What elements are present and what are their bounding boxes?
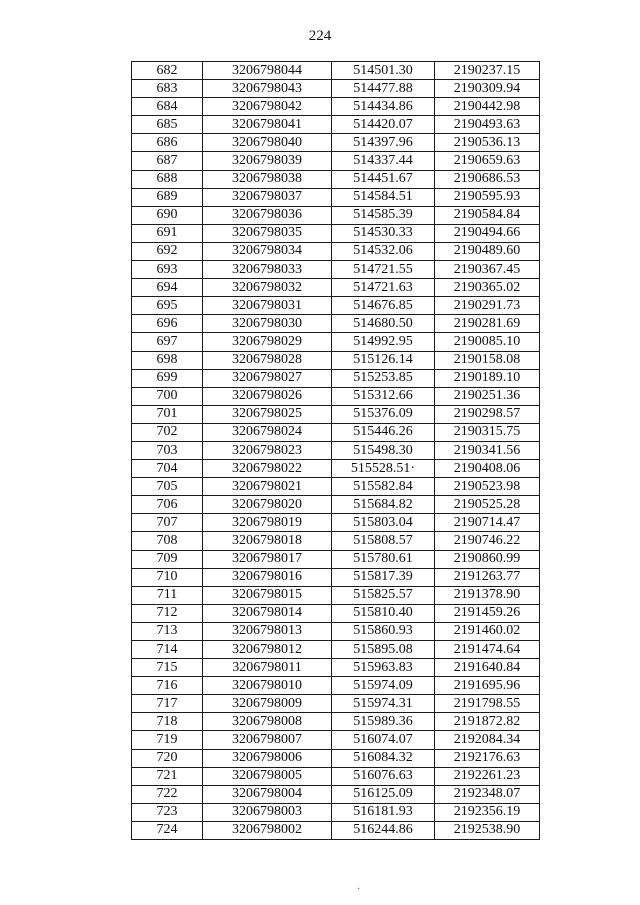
- row-number-cell: 716: [132, 677, 203, 695]
- row-number-cell: 693: [132, 261, 203, 279]
- row-number-cell: 699: [132, 369, 203, 387]
- x-coordinate-cell: 515376.09: [332, 405, 435, 423]
- table-row: [132, 116, 540, 134]
- cadastral-id-cell: 3206798042: [203, 98, 332, 116]
- y-coordinate-cell: 2190489.60: [435, 242, 540, 260]
- x-coordinate-cell: 515312.66: [332, 387, 435, 405]
- cadastral-id-cell: 3206798002: [203, 821, 332, 839]
- table-row: [132, 785, 540, 803]
- cadastral-id-cell: 3206798035: [203, 224, 332, 242]
- x-coordinate-cell: 516181.93: [332, 803, 435, 821]
- cadastral-id-cell: 3206798026: [203, 387, 332, 405]
- table-row: [132, 695, 540, 713]
- table-row: [132, 80, 540, 98]
- cadastral-id-cell: 3206798012: [203, 641, 332, 659]
- row-number-cell: 686: [132, 134, 203, 152]
- x-coordinate-cell: 515780.61: [332, 550, 435, 568]
- coordinates-table: [131, 61, 540, 840]
- cadastral-id-cell: 3206798006: [203, 749, 332, 767]
- x-coordinate-cell: 515582.84: [332, 478, 435, 496]
- row-number-cell: 706: [132, 496, 203, 514]
- y-coordinate-cell: 2190584.84: [435, 206, 540, 224]
- table-row: [132, 405, 540, 423]
- y-coordinate-cell: 2190281.69: [435, 315, 540, 333]
- row-number-cell: 711: [132, 586, 203, 604]
- table-row: [132, 315, 540, 333]
- y-coordinate-cell: 2192348.07: [435, 785, 540, 803]
- y-coordinate-cell: 2190595.93: [435, 188, 540, 206]
- cadastral-id-cell: 3206798022: [203, 460, 332, 478]
- cadastral-id-cell: 3206798044: [203, 62, 332, 80]
- y-coordinate-cell: 2190536.13: [435, 134, 540, 152]
- cadastral-id-cell: 3206798016: [203, 568, 332, 586]
- table-row: [132, 333, 540, 351]
- y-coordinate-cell: 2192538.90: [435, 821, 540, 839]
- cadastral-id-cell: 3206798025: [203, 405, 332, 423]
- table-row: [132, 460, 540, 478]
- row-number-cell: 690: [132, 206, 203, 224]
- x-coordinate-cell: 514721.63: [332, 279, 435, 297]
- x-coordinate-cell: 514585.39: [332, 206, 435, 224]
- table-row: [132, 224, 540, 242]
- row-number-cell: 694: [132, 279, 203, 297]
- x-coordinate-cell: 515684.82: [332, 496, 435, 514]
- x-coordinate-cell: 515126.14: [332, 351, 435, 369]
- y-coordinate-cell: 2192176.63: [435, 749, 540, 767]
- row-number-cell: 708: [132, 532, 203, 550]
- table-row: [132, 98, 540, 116]
- y-coordinate-cell: 2190714.47: [435, 514, 540, 532]
- table-row: [132, 478, 540, 496]
- y-coordinate-cell: 2190365.02: [435, 279, 540, 297]
- x-coordinate-cell: 514721.55: [332, 261, 435, 279]
- row-number-cell: 721: [132, 767, 203, 785]
- y-coordinate-cell: 2191695.96: [435, 677, 540, 695]
- row-number-cell: 691: [132, 224, 203, 242]
- x-coordinate-cell: 516076.63: [332, 767, 435, 785]
- row-number-cell: 714: [132, 641, 203, 659]
- table-row: [132, 604, 540, 622]
- table-row: [132, 803, 540, 821]
- table-row: [132, 550, 540, 568]
- table-row: [132, 387, 540, 405]
- table-row: [132, 423, 540, 441]
- x-coordinate-cell: 515817.39: [332, 568, 435, 586]
- cadastral-id-cell: 3206798009: [203, 695, 332, 713]
- cadastral-id-cell: 3206798038: [203, 170, 332, 188]
- row-number-cell: 692: [132, 242, 203, 260]
- table-row: [132, 134, 540, 152]
- table-row: [132, 767, 540, 785]
- x-coordinate-cell: 515446.26: [332, 423, 435, 441]
- table-row: [132, 514, 540, 532]
- cadastral-id-cell: 3206798039: [203, 152, 332, 170]
- cadastral-id-cell: 3206798023: [203, 441, 332, 459]
- y-coordinate-cell: 2192084.34: [435, 731, 540, 749]
- y-coordinate-cell: 2191872.82: [435, 713, 540, 731]
- y-coordinate-cell: 2191378.90: [435, 586, 540, 604]
- cadastral-id-cell: 3206798041: [203, 116, 332, 134]
- row-number-cell: 724: [132, 821, 203, 839]
- x-coordinate-cell: 514530.33: [332, 224, 435, 242]
- row-number-cell: 701: [132, 405, 203, 423]
- cadastral-id-cell: 3206798003: [203, 803, 332, 821]
- x-coordinate-cell: 515808.57: [332, 532, 435, 550]
- y-coordinate-cell: 2192261.23: [435, 767, 540, 785]
- row-number-cell: 720: [132, 749, 203, 767]
- y-coordinate-cell: 2190746.22: [435, 532, 540, 550]
- row-number-cell: 722: [132, 785, 203, 803]
- cadastral-id-cell: 3206798033: [203, 261, 332, 279]
- row-number-cell: 696: [132, 315, 203, 333]
- table-row: [132, 170, 540, 188]
- footer-mark: ·: [357, 884, 361, 895]
- cadastral-id-cell: 3206798037: [203, 188, 332, 206]
- cadastral-id-cell: 3206798018: [203, 532, 332, 550]
- y-coordinate-cell: 2191798.55: [435, 695, 540, 713]
- cadastral-id-cell: 3206798031: [203, 297, 332, 315]
- table-row: [132, 188, 540, 206]
- x-coordinate-cell: 515989.36: [332, 713, 435, 731]
- x-coordinate-cell: 516125.09: [332, 785, 435, 803]
- row-number-cell: 698: [132, 351, 203, 369]
- cadastral-id-cell: 3206798010: [203, 677, 332, 695]
- cadastral-id-cell: 3206798029: [203, 333, 332, 351]
- row-number-cell: 719: [132, 731, 203, 749]
- y-coordinate-cell: 2190525.28: [435, 496, 540, 514]
- x-coordinate-cell: 514397.96: [332, 134, 435, 152]
- y-coordinate-cell: 2190309.94: [435, 80, 540, 98]
- x-coordinate-cell: 515253.85: [332, 369, 435, 387]
- y-coordinate-cell: 2190189.10: [435, 369, 540, 387]
- x-coordinate-cell: 515860.93: [332, 622, 435, 640]
- x-coordinate-cell: 514337.44: [332, 152, 435, 170]
- y-coordinate-cell: 2191474.64: [435, 641, 540, 659]
- table-row: [132, 749, 540, 767]
- y-coordinate-cell: 2190298.57: [435, 405, 540, 423]
- x-coordinate-cell: 515498.30: [332, 441, 435, 459]
- table-row: [132, 261, 540, 279]
- row-number-cell: 709: [132, 550, 203, 568]
- row-number-cell: 685: [132, 116, 203, 134]
- x-coordinate-cell: 514992.95: [332, 333, 435, 351]
- y-coordinate-cell: 2190291.73: [435, 297, 540, 315]
- x-coordinate-cell: 515963.83: [332, 659, 435, 677]
- cadastral-id-cell: 3206798014: [203, 604, 332, 622]
- row-number-cell: 702: [132, 423, 203, 441]
- table-row: [132, 641, 540, 659]
- table-row: [132, 496, 540, 514]
- row-number-cell: 703: [132, 441, 203, 459]
- row-number-cell: 710: [132, 568, 203, 586]
- page-number: 224: [308, 28, 332, 44]
- y-coordinate-cell: 2190367.45: [435, 261, 540, 279]
- cadastral-id-cell: 3206798027: [203, 369, 332, 387]
- x-coordinate-cell: 514584.51: [332, 188, 435, 206]
- x-coordinate-cell: 514434.86: [332, 98, 435, 116]
- table-row: [132, 441, 540, 459]
- y-coordinate-cell: 2190085.10: [435, 333, 540, 351]
- x-coordinate-cell: 514680.50: [332, 315, 435, 333]
- x-coordinate-cell: 515825.57: [332, 586, 435, 604]
- cadastral-id-cell: 3206798036: [203, 206, 332, 224]
- table-row: [132, 242, 540, 260]
- table-row: [132, 369, 540, 387]
- table-row: [132, 152, 540, 170]
- y-coordinate-cell: 2190493.63: [435, 116, 540, 134]
- x-coordinate-cell: 514501.30: [332, 62, 435, 80]
- x-coordinate-cell: 514420.07: [332, 116, 435, 134]
- table-row: [132, 351, 540, 369]
- cadastral-id-cell: 3206798007: [203, 731, 332, 749]
- cadastral-id-cell: 3206798024: [203, 423, 332, 441]
- x-coordinate-cell: 514451.67: [332, 170, 435, 188]
- table-row: [132, 568, 540, 586]
- cadastral-id-cell: 3206798008: [203, 713, 332, 731]
- cadastral-id-cell: 3206798004: [203, 785, 332, 803]
- y-coordinate-cell: 2190251.36: [435, 387, 540, 405]
- y-coordinate-cell: 2191263.77: [435, 568, 540, 586]
- row-number-cell: 723: [132, 803, 203, 821]
- x-coordinate-cell: 515974.31: [332, 695, 435, 713]
- table-row: [132, 821, 540, 839]
- row-number-cell: 684: [132, 98, 203, 116]
- cadastral-id-cell: 3206798011: [203, 659, 332, 677]
- table-row: [132, 731, 540, 749]
- cadastral-id-cell: 3206798043: [203, 80, 332, 98]
- y-coordinate-cell: 2192356.19: [435, 803, 540, 821]
- cadastral-id-cell: 3206798013: [203, 622, 332, 640]
- cadastral-id-cell: 3206798015: [203, 586, 332, 604]
- y-coordinate-cell: 2190860.99: [435, 550, 540, 568]
- table-row: [132, 62, 540, 80]
- y-coordinate-cell: 2191640.84: [435, 659, 540, 677]
- y-coordinate-cell: 2190315.75: [435, 423, 540, 441]
- y-coordinate-cell: 2190237.15: [435, 62, 540, 80]
- cadastral-id-cell: 3206798030: [203, 315, 332, 333]
- row-number-cell: 689: [132, 188, 203, 206]
- coordinates-table-body: [132, 62, 540, 840]
- table-row: [132, 297, 540, 315]
- row-number-cell: 717: [132, 695, 203, 713]
- row-number-cell: 700: [132, 387, 203, 405]
- table-row: [132, 206, 540, 224]
- cadastral-id-cell: 3206798034: [203, 242, 332, 260]
- row-number-cell: 718: [132, 713, 203, 731]
- x-coordinate-cell: 516244.86: [332, 821, 435, 839]
- cadastral-id-cell: 3206798021: [203, 478, 332, 496]
- table-row: [132, 677, 540, 695]
- y-coordinate-cell: 2191460.02: [435, 622, 540, 640]
- table-row: [132, 622, 540, 640]
- row-number-cell: 687: [132, 152, 203, 170]
- row-number-cell: 682: [132, 62, 203, 80]
- table-row: [132, 713, 540, 731]
- row-number-cell: 695: [132, 297, 203, 315]
- row-number-cell: 713: [132, 622, 203, 640]
- row-number-cell: 707: [132, 514, 203, 532]
- y-coordinate-cell: 2190408.06: [435, 460, 540, 478]
- cadastral-id-cell: 3206798017: [203, 550, 332, 568]
- y-coordinate-cell: 2190494.66: [435, 224, 540, 242]
- cadastral-id-cell: 3206798005: [203, 767, 332, 785]
- cadastral-id-cell: 3206798020: [203, 496, 332, 514]
- y-coordinate-cell: 2190686.53: [435, 170, 540, 188]
- x-coordinate-cell: 514676.85: [332, 297, 435, 315]
- cadastral-id-cell: 3206798040: [203, 134, 332, 152]
- y-coordinate-cell: 2190341.56: [435, 441, 540, 459]
- row-number-cell: 704: [132, 460, 203, 478]
- row-number-cell: 705: [132, 478, 203, 496]
- table-row: [132, 659, 540, 677]
- y-coordinate-cell: 2190442.98: [435, 98, 540, 116]
- row-number-cell: 683: [132, 80, 203, 98]
- row-number-cell: 697: [132, 333, 203, 351]
- y-coordinate-cell: 2191459.26: [435, 604, 540, 622]
- y-coordinate-cell: 2190659.63: [435, 152, 540, 170]
- y-coordinate-cell: 2190158.08: [435, 351, 540, 369]
- x-coordinate-cell: 515895.08: [332, 641, 435, 659]
- x-coordinate-cell: 515803.04: [332, 514, 435, 532]
- row-number-cell: 688: [132, 170, 203, 188]
- x-coordinate-cell: 514532.06: [332, 242, 435, 260]
- table-row: [132, 586, 540, 604]
- cadastral-id-cell: 3206798032: [203, 279, 332, 297]
- x-coordinate-cell: 516084.32: [332, 749, 435, 767]
- x-coordinate-cell: 515810.40: [332, 604, 435, 622]
- x-coordinate-cell: 516074.07: [332, 731, 435, 749]
- cadastral-id-cell: 3206798028: [203, 351, 332, 369]
- row-number-cell: 715: [132, 659, 203, 677]
- y-coordinate-cell: 2190523.98: [435, 478, 540, 496]
- x-coordinate-cell: 515974.09: [332, 677, 435, 695]
- table-row: [132, 279, 540, 297]
- x-coordinate-cell: 515528.51·: [332, 460, 435, 478]
- table-row: [132, 532, 540, 550]
- x-coordinate-cell: 514477.88: [332, 80, 435, 98]
- cadastral-id-cell: 3206798019: [203, 514, 332, 532]
- row-number-cell: 712: [132, 604, 203, 622]
